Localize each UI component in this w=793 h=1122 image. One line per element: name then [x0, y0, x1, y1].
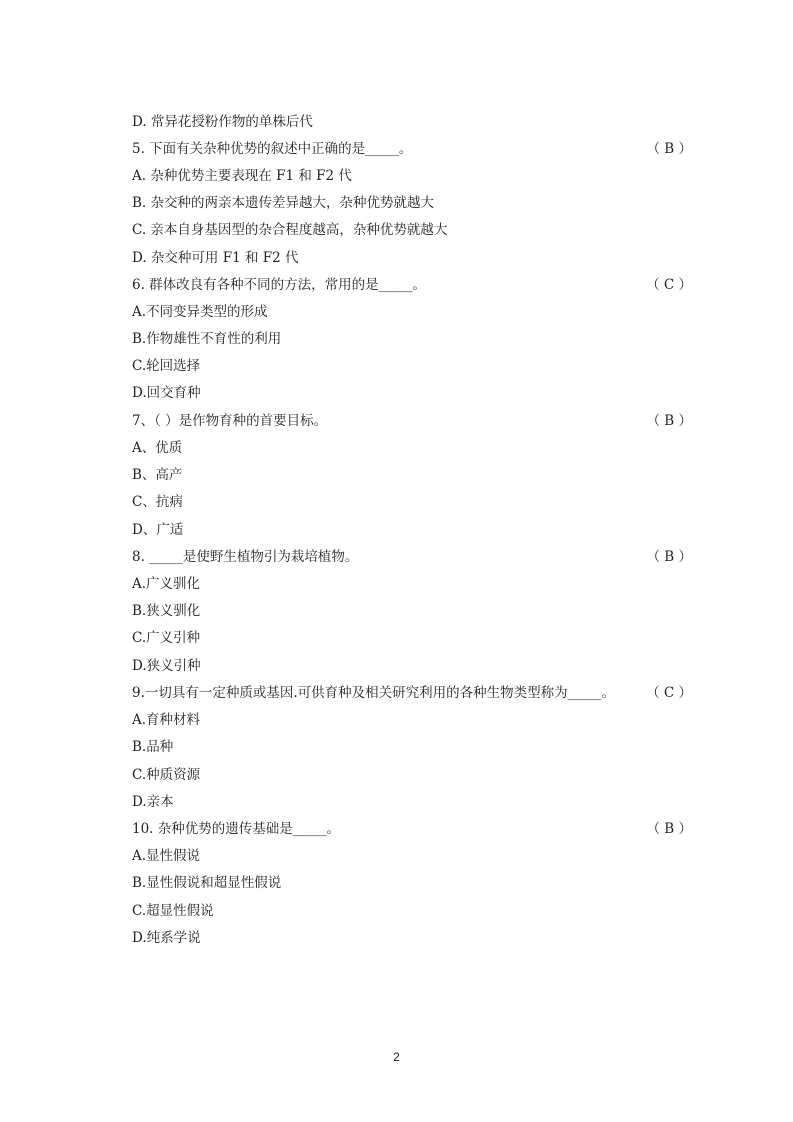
question-line: 10. 杂种优势的遗传基础是_____。 （ B ） — [132, 818, 692, 840]
option-line: A. 杂种优势主要表现在 F1 和 F2 代 — [132, 168, 352, 184]
question-line: 8. _____是使野生植物引为栽培植物。 （ B ） — [132, 546, 692, 568]
option-line: A.显性假说 — [132, 848, 201, 864]
question-line: 7、（ ）是作物育种的首要目标。 （ B ） — [132, 410, 692, 432]
answer-mark: （ C ） — [646, 277, 692, 293]
answer-mark: （ C ） — [646, 685, 692, 701]
option-line: D. 常异花授粉作物的单株后代 — [132, 114, 313, 130]
option-line: D、广适 — [132, 522, 184, 538]
option-line: D.狭义引种 — [132, 658, 201, 674]
option-line: D.亲本 — [132, 794, 174, 810]
option-line: A.不同变异类型的形成 — [132, 304, 268, 320]
answer-mark: （ B ） — [646, 413, 692, 429]
option-line: B.作物雄性不育性的利用 — [132, 331, 282, 347]
option-line: D.回交育种 — [132, 385, 201, 401]
option-line: B、高产 — [132, 467, 183, 483]
option-line: B. 杂交种的两亲本遗传差异越大，杂种优势就越大 — [132, 195, 435, 211]
option-line: C. 亲本自身基因型的杂合程度越高，杂种优势就越大 — [132, 222, 448, 238]
question-line: 6. 群体改良有各种不同的方法，常用的是_____。 （ C ） — [132, 274, 692, 296]
option-line: C.超显性假说 — [132, 903, 214, 919]
option-line: C.轮回选择 — [132, 358, 201, 374]
question-line: 5. 下面有关杂种优势的叙述中正确的是_____。 （ B ） — [132, 138, 692, 160]
page-number: 2 — [393, 1050, 400, 1064]
answer-mark: （ B ） — [646, 141, 692, 157]
option-line: C.广义引种 — [132, 630, 201, 646]
option-line: A.广义驯化 — [132, 576, 201, 592]
question-line: 9.一切具有一定种质或基因.可供育种及相关研究利用的各种生物类型称为_____。 （ C ） — [132, 682, 692, 704]
option-line: A.育种材料 — [132, 712, 201, 728]
option-line: D. 杂交种可用 F1 和 F2 代 — [132, 250, 299, 266]
option-line: A、优质 — [132, 440, 183, 456]
option-line: C.种质资源 — [132, 767, 201, 783]
option-line: D.纯系学说 — [132, 930, 201, 946]
answer-mark: （ B ） — [646, 549, 692, 565]
answer-mark: （ B ） — [646, 821, 692, 837]
option-line: B.狭义驯化 — [132, 603, 201, 619]
option-line: B.显性假说和超显性假说 — [132, 875, 282, 891]
option-line: C、抗病 — [132, 494, 183, 510]
option-line: B.品种 — [132, 739, 174, 755]
